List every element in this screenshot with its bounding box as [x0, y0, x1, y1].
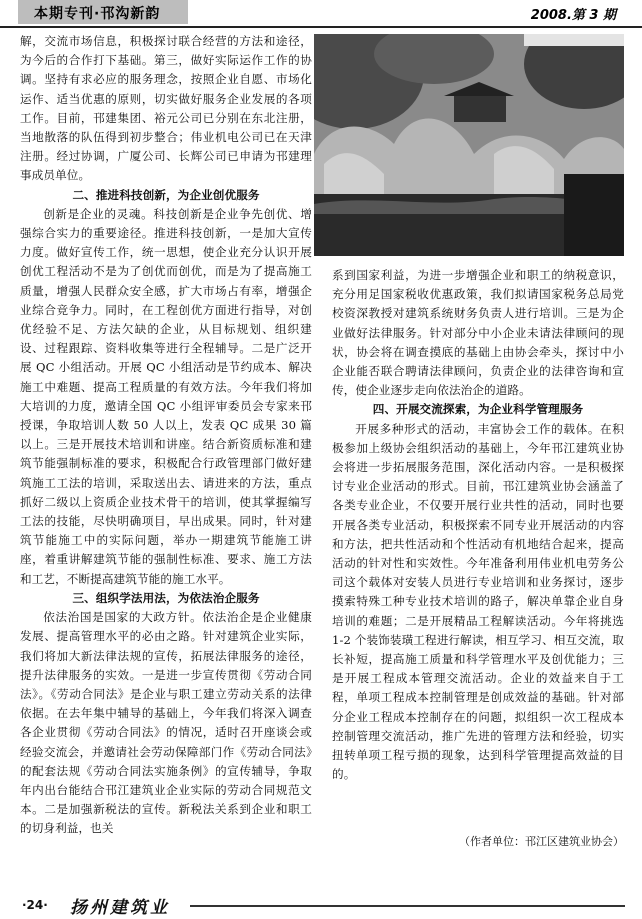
body-paragraph: 系到国家利益，为进一步增强企业和职工的纳税意识，充分用足国家税收优惠政策，我们拟请国家税务总局党校资深教授对建筑系统财务负责人进行培训。三是为企业做好法律服务。针对部分中小企业未请法律顾问的现状，协会将在调查摸底的基础上由协会牵头，探讨中小企业能否联合聘请法律顾问，负责企业的法律咨询和宣传，使企业逐步走向依法治企的道路。	[332, 268, 624, 398]
body-paragraph: 创新是企业的灵魂。科技创新是企业争先创优、增强综合实力的重要途径。推进科技创新，一是加大宣传力度。做好宣传工作，统一思想，使企业充分认识开展创优工程活动不是为了创优而创优，而是为了提高施工质量，增强人民群众安全感，扩大市场占有率，增强企业综合竞争力。同时，在工程创优方面进行指导，对创优经验不足、方法欠缺的企业，从目标规划、组织建设、过程跟踪、资料收集等进行全程辅导。二是广泛开展 QC 小组活动。开展 QC 小组活动是节约成本、解决施工中难题、提高工程质量的有效方法。今年我们将加大培训的力度，邀请全国 QC 小组评审委员会专家来邗授课，争取培训人数 50 人以上，发表 QC 成果 30 篇以上。三是开展技术培训和讲座。结合新资质标准和建筑节能强制标准的要求，积极配合行政管理部门做好建筑施工工法的培训，采取送出去、请进来的方法，重点抓好二级以上资质企业技术骨干的培训，使其掌握编写工法的技能，尽快明确项目，早出成果。同时，针对建筑节能施工中的实际问题，举办一期建筑节能施工讲座，着重讲解建筑节能的强制性标准、要求、施工方法和工艺，不断提高建筑节能的施工水平。	[20, 206, 312, 586]
article-column-right	[332, 266, 624, 784]
section-heading: 四、开展交流探索，为企业科学管理服务	[372, 402, 584, 417]
garden-photo	[314, 34, 624, 256]
magazine-logo: 扬州建筑业	[70, 898, 170, 918]
page-number: ·24·	[22, 898, 48, 912]
section-heading: 二、推进科技创新，为企业创优服务	[72, 187, 260, 202]
footer-rule	[190, 905, 625, 907]
body-paragraph: 解，交流市场信息，积极探讨联合经营的方法和途径，为今后的合作打下基础。第三，做好实际运作工作的协调。坚持有求必应的服务理念，按照企业自愿、市场化运作、适当优惠的原则，切实做好服务企业发展的各项工作。目前，邗建集团、裕元公司已分别在东北注册，当地散落的队伍得到初步整合；伟业机电公司已在天津注册。经过协调，广厦公司、长辉公司已申请为邗建理事成员单位。	[20, 34, 312, 183]
page-footer	[0, 892, 642, 919]
author-credit: （作者单位：邗江区建筑业协会）	[459, 835, 624, 848]
section-heading: 三、组织学法用法，为依法治企服务	[72, 590, 260, 605]
garden-photo-icon	[314, 34, 624, 256]
body-paragraph: 依法治国是国家的大政方针。依法治企是企业健康发展、提高管理水平的必由之路。针对建筑企业实际，我们将加大新法律法规的宣传，拓展法律服务的途径，提升法律服务的实效。一是进一步宣传贯彻《劳动合同法》。《劳动合同法》是企业与职工建立劳动关系的法律依据。在去年集中辅导的基础上，今年我们将深入调查各企业贯彻《劳动合同法》的情况，适时召开座谈会或经验交流会，并邀请社会劳动保障部门作《劳动合同法》的配套法规《劳动合同法实施条例》的宣传辅导，争取年内出台能结合邗江建筑业企业实际的劳动合同规范文本。二是加强新税法的宣传。新税法关系到企业和职工的切身利益，也关	[20, 610, 312, 836]
page-header	[0, 0, 642, 28]
header-title: 本期专刊·邗沟新韵	[34, 6, 161, 22]
issue-label: 2008.第 3 期	[530, 8, 616, 23]
article-column-left	[20, 32, 312, 839]
body-paragraph: 开展多种形式的活动，丰富协会工作的载体。在积极参加上级协会组织活动的基础上，今年邗江建筑业协会将进一步拓展服务范围，深化活动内容。一是积极探讨专业企业活动的形式。目前，邗江建筑业协会涵盖了各类专业企业，不仅要开展行业共性的活动，同时也要开展各类专业活动，积极探索不同专业开展活动的内容和方法，把共性活动和个性活动有机地结合起来，提高活动的针对性和实效性。今年准备利用伟业机电劳务公司这个载体对安装人员进行专业培训和业务探讨，逐步摸索特殊工种专业技术培训的路子，解决单靠企业自身培训的难题；二是开展精品工程解读活动。今年将挑选 1-2 个装饰装璜工程进行解读，相互学习、相互交流，取长补短，提高施工质量和科学管理水平及创优能力；三是开展工程成本管理交流活动。企业的效益来自于工程，单项工程成本控制管理是创成效益的基础。针对部分企业工程成本控制存在的问题，拟组织一次工程成本控制管理交流活动，推广先进的管理方法和经验，切实扭转单项工程亏损的现象，达到科学管理提高效益的目的。	[332, 421, 624, 782]
